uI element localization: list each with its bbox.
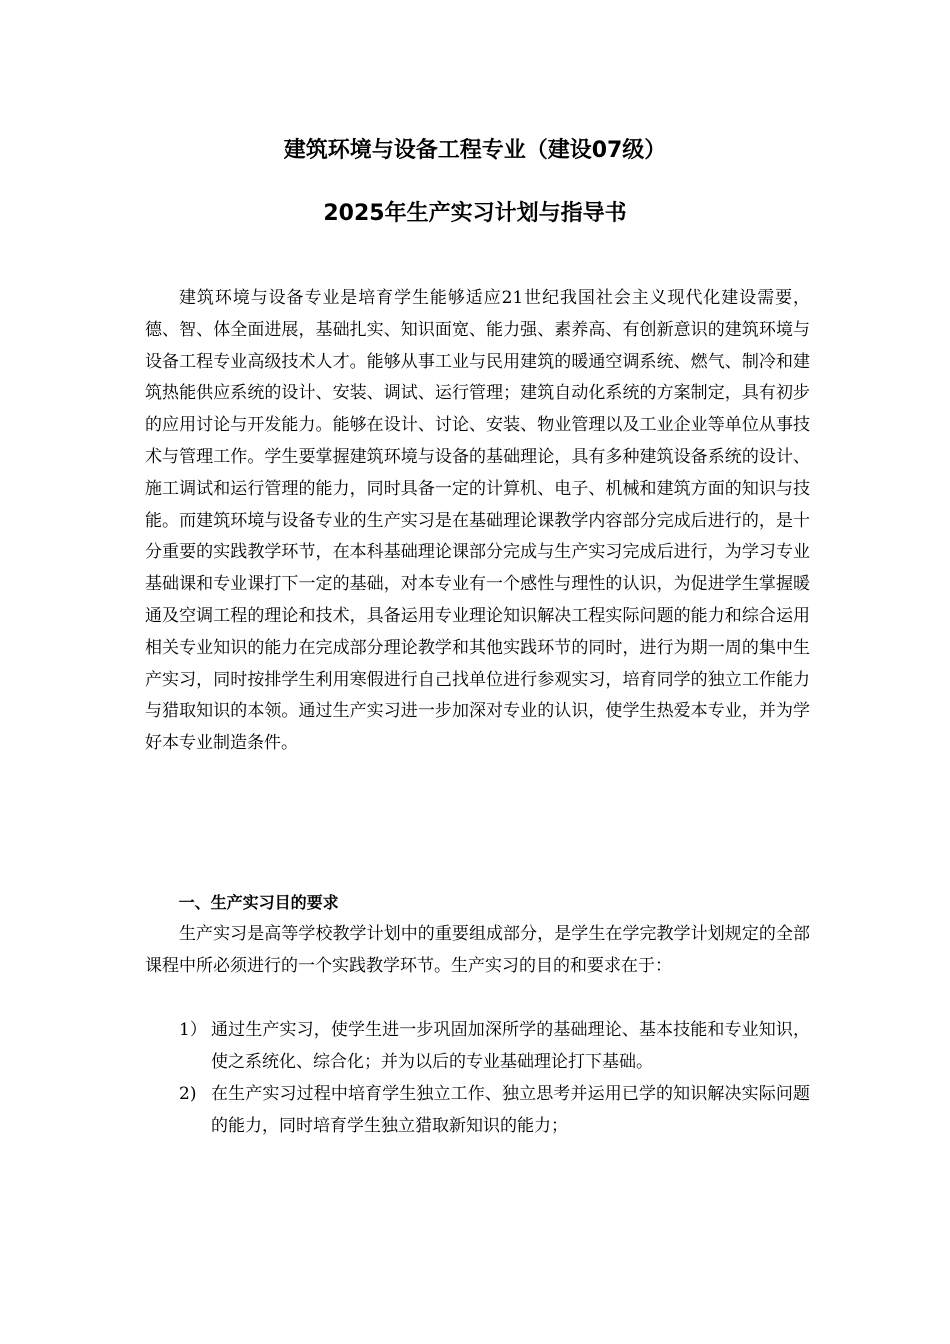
list-item [145,1015,810,1079]
list-item-number: 2) [179,1083,197,1104]
document-title-line1: 建筑环境与设备工程专业（建设07级） [283,138,667,163]
objectives-list [145,1015,810,1143]
document-body [145,283,810,1143]
list-item-text: 通过生产实习，使学生进一步巩固加深所学的基础理论、基本技能和专业知识，使之系统化、综合化；并为以后的专业基础理论打下基础。 [211,1019,810,1072]
list-item-text: 在生产实习过程中培育学生独立工作、独立思考并运用已学的知识解决实际问题的能力，同时培育学生独立猎取新知识的能力； [211,1083,810,1136]
list-item [145,1079,810,1143]
intro-paragraph: 建筑环境与设备专业是培育学生能够适应21世纪我国社会主义现代化建设需要，德、智、体全面进展，基础扎实、知识面宽、能力强、素养高、有创新意识的建筑环境与设备工程专业高级技术人才。能够从事工业与民用建筑的暖通空调系统、燃气、制冷和建筑热能供应系统的设计、安装、调试、运行管理；建筑自动化系统的方案制定，具有初步的应用讨论与开发能力。能够在设计、讨论、安装、物业管理以及工业企业等单位从事技术与管理工作。学生要掌握建筑环境与设备的基础理论，具有多种建筑设备系统的设计、施工调试和运行管理的能力，同时具备一定的计算机、电子、机械和建筑方面的知识与技能。而建筑环境与设备专业的生产实习是在基础理论课教学内容部分完成后进行的，是十分重要的实践教学环节，在本科基础理论课部分完成与生产实习完成后进行，为学习专业基础课和专业课打下一定的基础，对本专业有一个感性与理性的认识，为促进学生掌握暖通及空调工程的理论和技术，具备运用专业理论知识解决工程实际问题的能力和综合运用相关专业知识的能力在完成部分理论教学和其他实践环节的同时，进行为期一周的集中生产实习，同时按排学生利用寒假进行自己找单位进行参观实习，培育同学的独立工作能力与猎取知识的本领。通过生产实习进一步加深对专业的认识，使学生热爱本专业，并为学好本专业制造条件。 [145,288,810,754]
list-item-number: 1） [179,1019,207,1040]
section-paragraph-objectives: 生产实习是高等学校教学计划中的重要组成部分，是学生在学完教学计划规定的全部课程中所必须进行的一个实践教学环节。生产实习的目的和要求在于： [145,923,810,976]
section-heading-objectives: 一、生产实习目的要求 [178,893,339,912]
document-title-line2: 2025年生产实习计划与指导书 [323,201,627,226]
